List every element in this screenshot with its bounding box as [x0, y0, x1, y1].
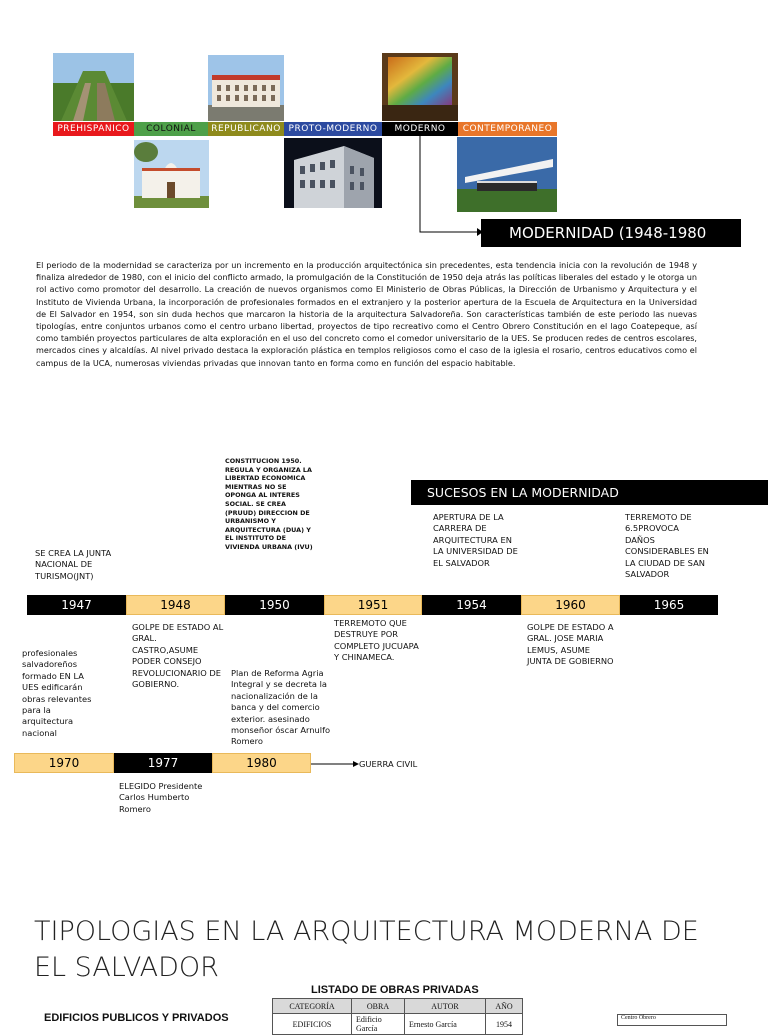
table-cell: Ernesto García: [405, 1014, 486, 1035]
era-proto-moderno: PROTO-MODERNO: [284, 122, 382, 136]
note-1951: TERREMOTO QUE DESTRUYE POR COMPLETO JUCUAPA Y CHINAMECA.: [334, 618, 419, 663]
edificios-label: EDIFICIOS PUBLICOS Y PRIVADOS: [44, 1012, 229, 1024]
era-prehispanico: PREHISPANICO: [53, 122, 134, 136]
year-1980: 1980: [212, 753, 311, 773]
obras-table: [272, 998, 523, 1035]
table-cell: 1954: [486, 1014, 523, 1035]
listado-title: LISTADO DE OBRAS PRIVADAS: [311, 984, 479, 996]
note-guerra-civil: GUERRA CIVIL: [359, 759, 418, 769]
thumbnail-table: [617, 1014, 727, 1026]
year-1947: 1947: [27, 595, 126, 615]
year-1954: 1954: [422, 595, 521, 615]
note-1950: CONSTITUCION 1950. REGULA Y ORGANIZA LA LIBERTAD ECONOMICA MIENTRAS NO SE OPONGA AL INTERES SOCIAL. SE CREA (PRUUD) DIRECCION DE URBANISMO Y ARQUITECTURA (DUA) Y EL INSTITUTO DE VIVIENDA URBANA (IVU): [225, 457, 313, 551]
note-1965: TERREMOTO DE 6.5PROVOCA DAÑOS CONSIDERABLES EN LA CIUDAD DE SAN SALVADOR: [625, 512, 709, 580]
note-1970: profesionales salvadoreños formado EN LA UES edificarán obras relevantes para la arquitectura nacional: [22, 648, 92, 738]
proto-moderno-building-photo: [284, 138, 382, 208]
republicano-building-photo: [208, 55, 284, 121]
note-1980: Plan de Reforma Agria Integral y se decreta la nacionalización de la banca y del comercio exterior. asesinado monseñor óscar Arnulfo Romero: [231, 668, 331, 747]
moderno-church-interior-photo: [382, 53, 458, 121]
year-1948: 1948: [126, 595, 225, 615]
table-header-ano: AÑO: [486, 999, 523, 1014]
note-1960: GOLPE DE ESTADO A GRAL. JOSE MARIA LEMUS, ASUME JUNTA DE GOBIERNO: [527, 622, 614, 667]
colonial-church-photo: [134, 140, 209, 208]
modernidad-title: MODERNIDAD (1948-1980: [481, 219, 741, 247]
guerra-arrow: [311, 758, 361, 770]
table-header-categoria: CATEGORÍA: [273, 999, 352, 1014]
era-colonial: COLONIAL: [134, 122, 208, 136]
thumbnail-label: Centro Obrero: [621, 1015, 656, 1021]
table-row: [273, 1014, 523, 1035]
table-header-obra: OBRA: [352, 999, 405, 1014]
moderno-connector-arrow: [415, 136, 485, 238]
sucesos-title: SUCESOS EN LA MODERNIDAD: [411, 480, 768, 505]
year-1965: 1965: [620, 595, 718, 615]
era-moderno: MODERNO: [382, 122, 458, 136]
table-cell: Edificio García: [352, 1014, 405, 1035]
note-1947: SE CREA LA JUNTA NACIONAL DE TURISMO(JNT): [35, 548, 112, 581]
note-1948: GOLPE DE ESTADO AL GRAL. CASTRO,ASUME PODER CONSEJO REVOLUCIONARIO DE GOBIERNO.: [132, 622, 224, 690]
era-republicano: REPUBLICANO: [208, 122, 284, 136]
year-1960: 1960: [521, 595, 620, 615]
prehispanic-pyramid-photo: [53, 53, 134, 121]
note-1954: APERTURA DE LA CARRERA DE ARQUITECTURA EN LA UNIVERSIDAD DE EL SALVADOR: [433, 512, 518, 568]
era-contemporaneo: CONTEMPORANEO: [458, 122, 557, 136]
tipologias-heading: TIPOLOGIAS EN LA ARQUITECTURA MODERNA DE EL SALVADOR: [34, 916, 699, 983]
year-1951: 1951: [324, 595, 422, 615]
year-1970: 1970: [14, 753, 114, 773]
year-1977: 1977: [114, 753, 212, 773]
year-1950: 1950: [225, 595, 324, 615]
note-1977: ELEGIDO Presidente Carlos Humberto Romero: [119, 781, 203, 814]
table-header-autor: AUTOR: [405, 999, 486, 1014]
modernidad-paragraph: El periodo de la modernidad se caracteriza por un incremento en la producción arquitectónica sin precedentes, esta tendencia inicia con la revolución de 1948 y finaliza alrededor de 1980, con el inicio del conflicto armado, la promulgación de la Constitución de 1950 deja atrás las políticas liberales del estado y le otorga un rol activo como promotor del desarrollo. La creación de nuevos organismos como El Ministerio de Obras Públicas, la Dirección de Urbanismo y Arquitectura y el Instituto de Vivienda Urbana, la incorporación de profesionales formados en el extranjero y la posterior apertura de la Escuela de Arquitectura en la Universidad de El Salvador en 1954, son sin duda hechos que marcaron la historia de la arquitectura Salvadoreña. Son características también de este periodo las nuevas tipologías, entre conjuntos urbanos como el centro urbano libertad, proyectos de tipo recreativo como el Centro Obrero Constitución en el lago Coatepeque, así como también proyectos particulares de alta exploración en el uso del concreto como el comedor universitario de la UES. Se producen redes de centros escolares, mercados cines y alcaldías. Al nivel privado destaca la exploración plástica en templos religiosos como el caso de la iglesia el rosario, centros educativos como el campus de la UCA, numerosas viviendas privadas que innovan tanto en forma como en función del espacio habitable.: [36, 260, 697, 368]
table-cell: EDIFICIOS: [273, 1014, 352, 1035]
